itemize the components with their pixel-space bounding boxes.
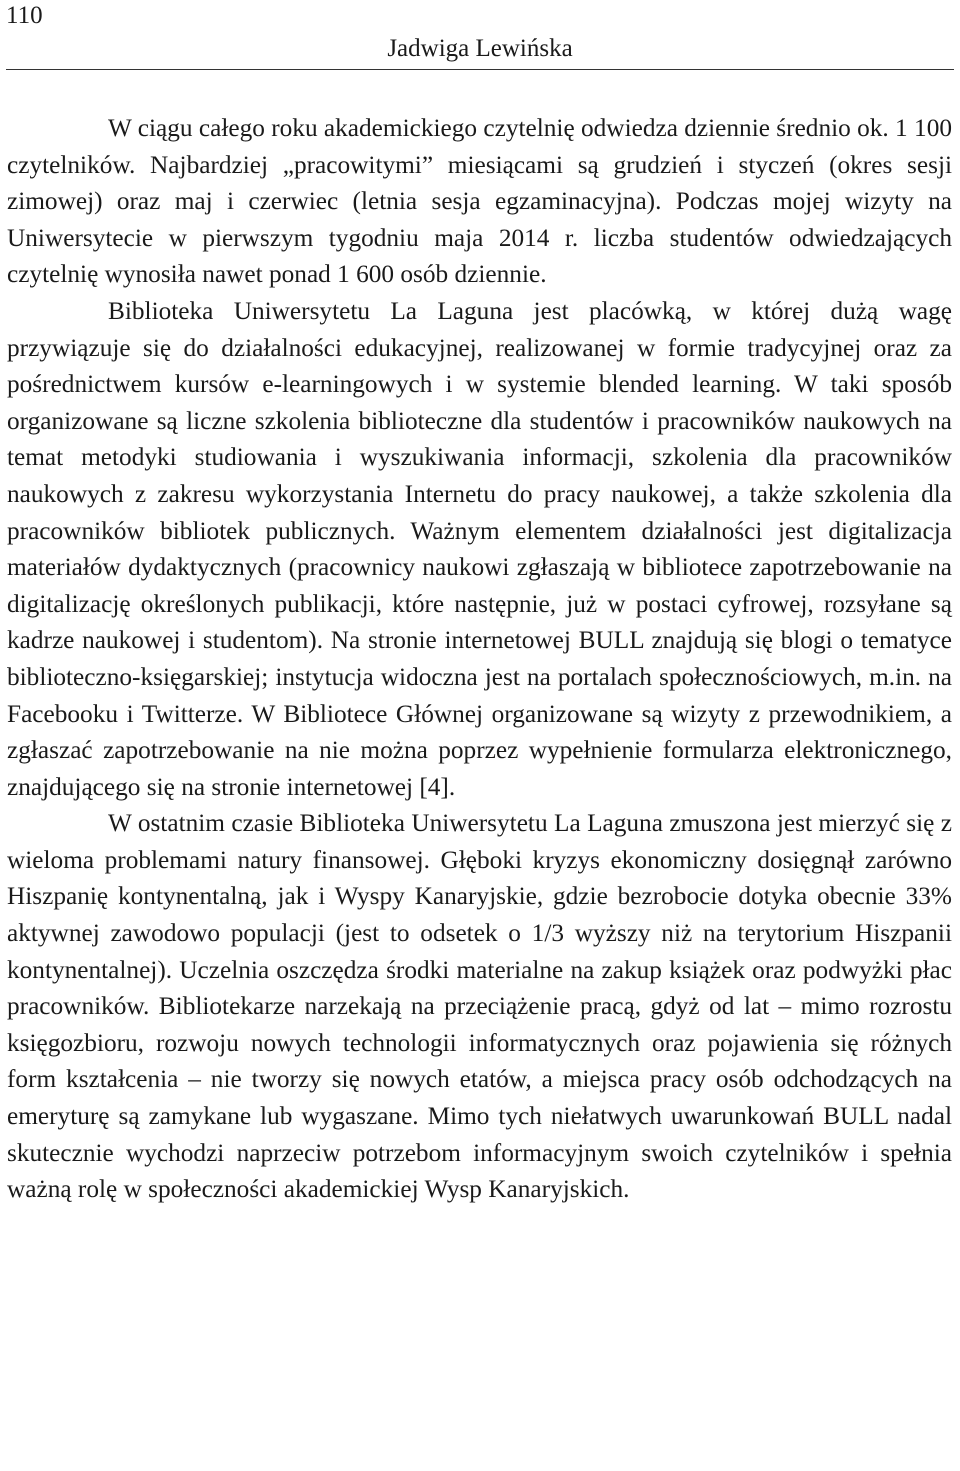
paragraph: Biblioteka Uniwersytetu La Laguna jest placówką, w której dużą wagę przywiązuje się do działalności edukacyjnej, realizowanej w formie tradycyjnej oraz za pośrednictwem kursów e-learningowych i w systemie blended learning. W taki sposób organizowane są liczne szkolenia biblioteczne dla studentów i pracowników naukowych na temat metodyki studiowania i wyszukiwania informacji, szkolenia dla pracowników naukowych z zakresu wykorzystania Internetu do pracy naukowej, a także szkolenia dla pracowników bibliotek publicznych. Ważnym elementem działalności jest digitalizacja materiałów dydaktycznych (pracownicy naukowi zgłaszają w bibliotece zapotrzebowanie na digitalizację określonych publikacji, które następnie, już w postaci cyfrowej, rozsyłane są kadrze naukowej i studentom). Na stronie internetowej BULL znajdują się blogi o tematyce biblioteczno-księgarskiej; instytucja widoczna jest na portalach społecznościowych, m.in. na Facebooku i Twitterze. W Bibliotece Głównej organizowane są wizyty z przewodnikiem, a zgłaszać zapotrzebowanie na nie można poprzez wypełnienie formularza elektronicznego, znajdującego się na stronie internetowej [4]. — [7, 296, 952, 801]
running-head: Jadwiga Lewińska — [387, 35, 573, 62]
header-rule — [6, 69, 954, 70]
paragraph: W ostatnim czasie Biblioteka Uniwersytetu La Laguna zmuszona jest mierzyć się z wieloma problemami natury finansowej. Głęboki kryzys ekonomiczny dosięgnął zarówno Hiszpanię kontynentalną, jak i Wyspy Kanaryjskie, gdzie bezrobocie dotyka obecnie 33% aktywnej zawodowo populacji (jest to odsetek o 1/3 wyższy niż na terytorium Hiszpanii kontynentalnej). Uczelnia oszczędza środki materialne na zakup książek oraz podwyżki płac pracowników. Bibliotekarze narzekają na przeciążenie pracą, gdyż od lat – mimo rozrostu księgozbioru, rozwoju nowych technologii informatycznych oraz pojawienia się różnych form kształcenia – nie tworzy się nowych etatów, a miejsca pracy osób odchodzących na emeryturę są zamykane lub wygaszane. Mimo tych niełatwych uwarunkowań BULL nadal skutecznie wychodzi naprzeciw potrzebom informacyjnym swoich czytelników i spełnia ważną rolę w społeczności akademickiej Wysp Kanaryjskich. — [7, 809, 952, 1204]
body-text — [7, 110, 952, 1208]
page-number: 110 — [6, 2, 43, 29]
paragraph: W ciągu całego roku akademickiego czytelnię odwiedza dziennie średnio ok. 1 100 czytelników. Najbardziej „pracowitymi” miesiącami są grudzień i styczeń (okres sesji zimowej) oraz maj i czerwiec (letnia sesja egzaminacyjna). Podczas mojej wizyty na Uniwersytecie w pierwszym tygodniu maja 2014 r. liczba studentów odwiedzających czytelnię wynosiła nawet ponad 1 600 osób dziennie. — [7, 114, 952, 289]
